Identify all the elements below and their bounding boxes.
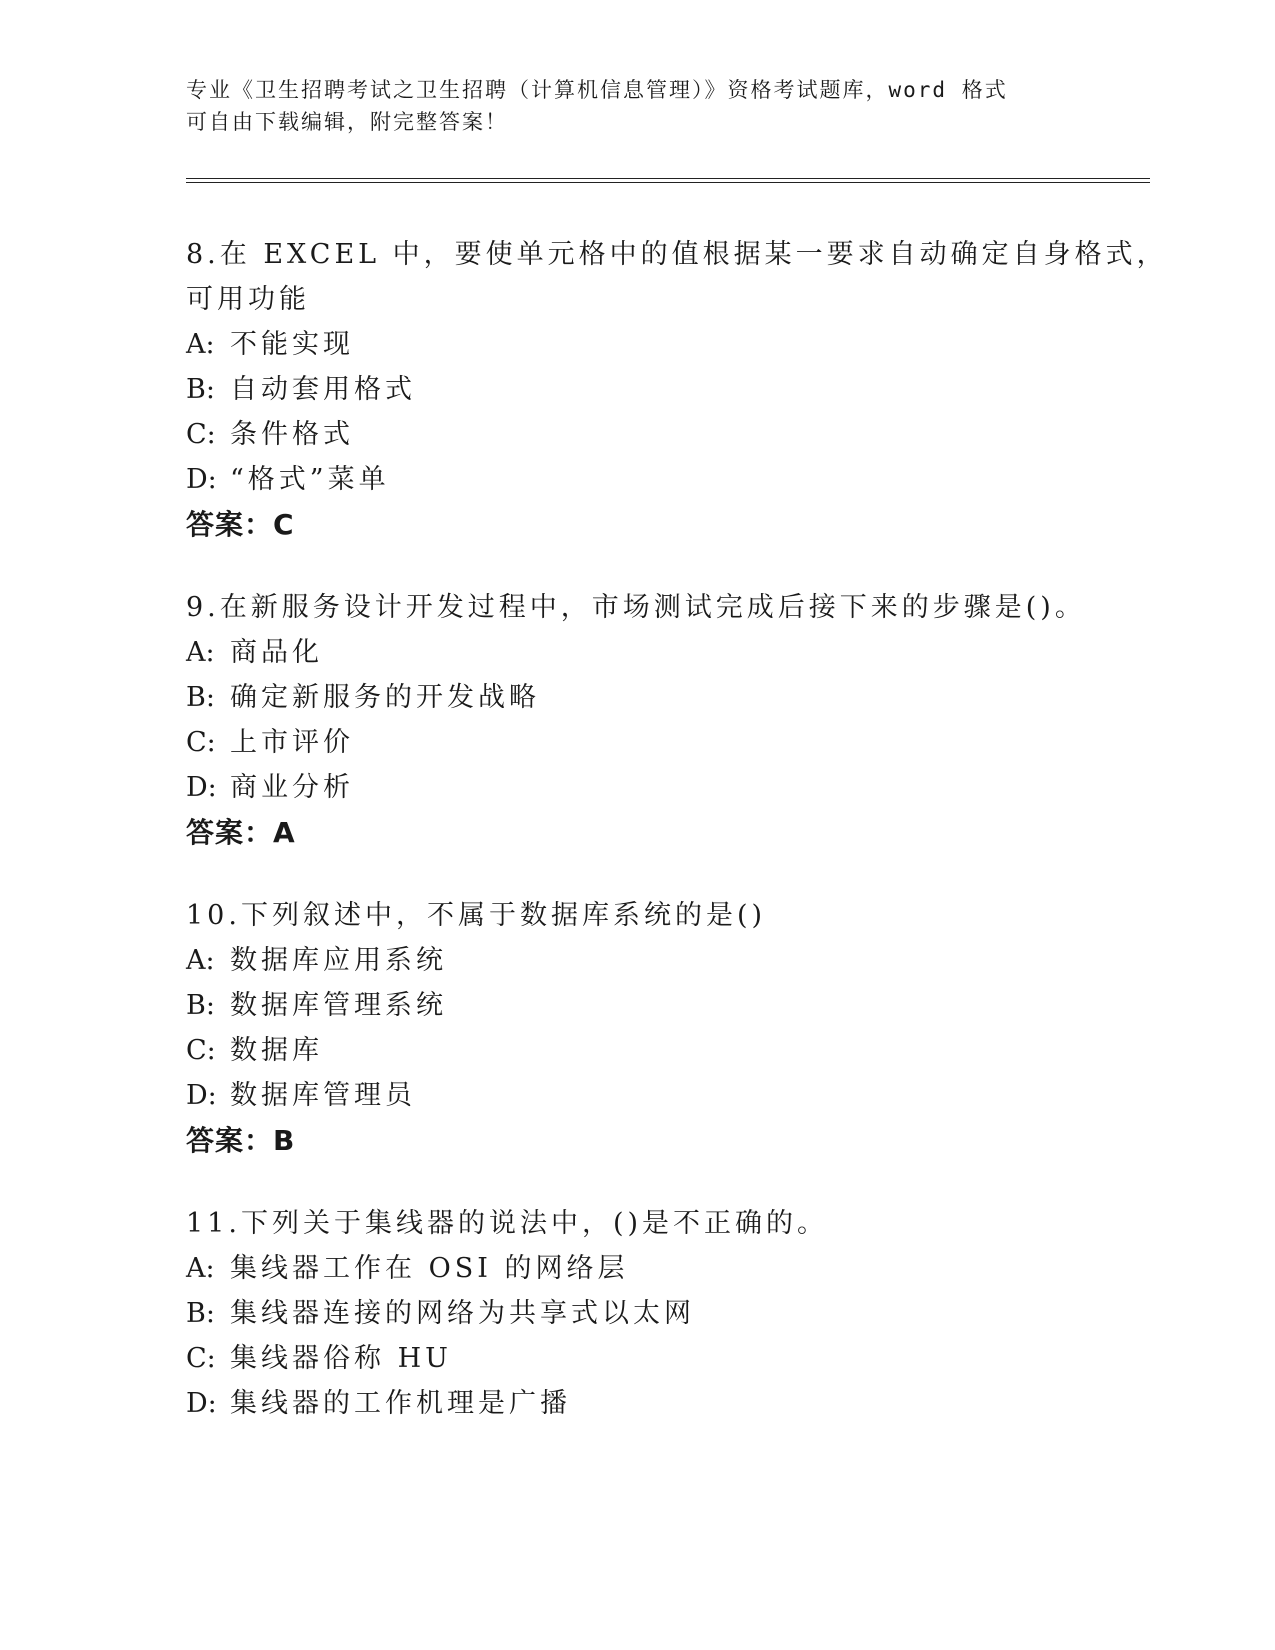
option-b: [186, 675, 1146, 720]
answer-line: 答案：C: [186, 508, 295, 541]
option-letter: D:: [186, 1080, 217, 1111]
header-line-1: 专业《卫生招聘考试之卫生招聘（计算机信息管理）》资格考试题库，word 格式: [186, 78, 1008, 102]
header-line-2: 可自由下载编辑，附完整答案！: [186, 110, 508, 134]
option-text: 商业分析: [230, 772, 354, 803]
option-a: [186, 938, 1146, 983]
option-letter: C:: [186, 1343, 216, 1374]
option-letter: D:: [186, 464, 217, 495]
question-9: [186, 585, 1146, 855]
question-text: [186, 232, 1168, 322]
option-text: 数据库管理员: [230, 1080, 416, 1111]
option-letter: A:: [186, 945, 215, 976]
option-text: 集线器工作在 OSI 的网络层: [230, 1253, 629, 1284]
option-letter: B:: [186, 374, 215, 405]
option-c: [186, 1028, 1146, 1073]
option-letter: B:: [186, 990, 215, 1021]
option-d: [186, 765, 1146, 810]
option-text: 数据库: [230, 1035, 323, 1066]
option-letter: D:: [186, 1388, 217, 1419]
option-text: 条件格式: [230, 419, 354, 450]
option-d: [186, 1073, 1146, 1118]
option-c: [186, 412, 1146, 457]
document-header: [186, 74, 1086, 138]
header-divider-top: [186, 178, 1150, 179]
question-10: [186, 893, 1146, 1163]
answer-line: 答案：B: [186, 1124, 296, 1157]
question-text-line: 10.下列叙述中，不属于数据库系统的是(): [186, 900, 767, 931]
option-text: 集线器连接的网络为共享式以太网: [230, 1298, 695, 1329]
option-text: 集线器俗称 HU: [230, 1343, 452, 1374]
option-d: [186, 457, 1146, 502]
option-letter: C:: [186, 1035, 216, 1066]
question-text-line: 11.下列关于集线器的说法中，()是不正确的。: [186, 1208, 829, 1239]
question-list: [186, 232, 1168, 1426]
option-text: “格式”菜单: [230, 464, 390, 495]
option-letter: C:: [186, 727, 216, 758]
option-letter: B:: [186, 682, 215, 713]
question-text-line: 可用功能: [186, 284, 310, 315]
header-divider-bottom: [186, 182, 1150, 183]
question-text: [186, 585, 1146, 630]
option-a: [186, 322, 1146, 367]
option-c: [186, 720, 1146, 765]
option-d: [186, 1381, 1146, 1426]
option-b: [186, 983, 1146, 1028]
option-text: 不能实现: [230, 329, 354, 360]
question-text: [186, 1201, 1146, 1246]
option-a: [186, 630, 1146, 675]
answer-line: 答案：A: [186, 816, 296, 849]
question-text-line: 9.在新服务设计开发过程中，市场测试完成后接下来的步骤是()。: [186, 592, 1086, 623]
question-text-line: 8.在 EXCEL 中，要使单元格中的值根据某一要求自动确定自身格式，: [186, 239, 1168, 270]
option-text: 数据库管理系统: [230, 990, 447, 1021]
option-a: [186, 1246, 1146, 1291]
option-letter: A:: [186, 637, 215, 668]
option-text: 数据库应用系统: [230, 945, 447, 976]
option-letter: A:: [186, 1253, 215, 1284]
option-letter: C:: [186, 419, 216, 450]
option-text: 自动套用格式: [230, 374, 416, 405]
option-letter: B:: [186, 1298, 215, 1329]
option-text: 集线器的工作机理是广播: [230, 1388, 571, 1419]
option-text: 确定新服务的开发战略: [230, 682, 540, 713]
option-b: [186, 367, 1146, 412]
option-b: [186, 1291, 1146, 1336]
option-text: 商品化: [230, 637, 323, 668]
question-11: [186, 1201, 1146, 1426]
option-text: 上市评价: [230, 727, 354, 758]
option-letter: D:: [186, 772, 217, 803]
option-letter: A:: [186, 329, 215, 360]
option-c: [186, 1336, 1146, 1381]
question-text: [186, 893, 1146, 938]
question-8: [186, 232, 1168, 547]
